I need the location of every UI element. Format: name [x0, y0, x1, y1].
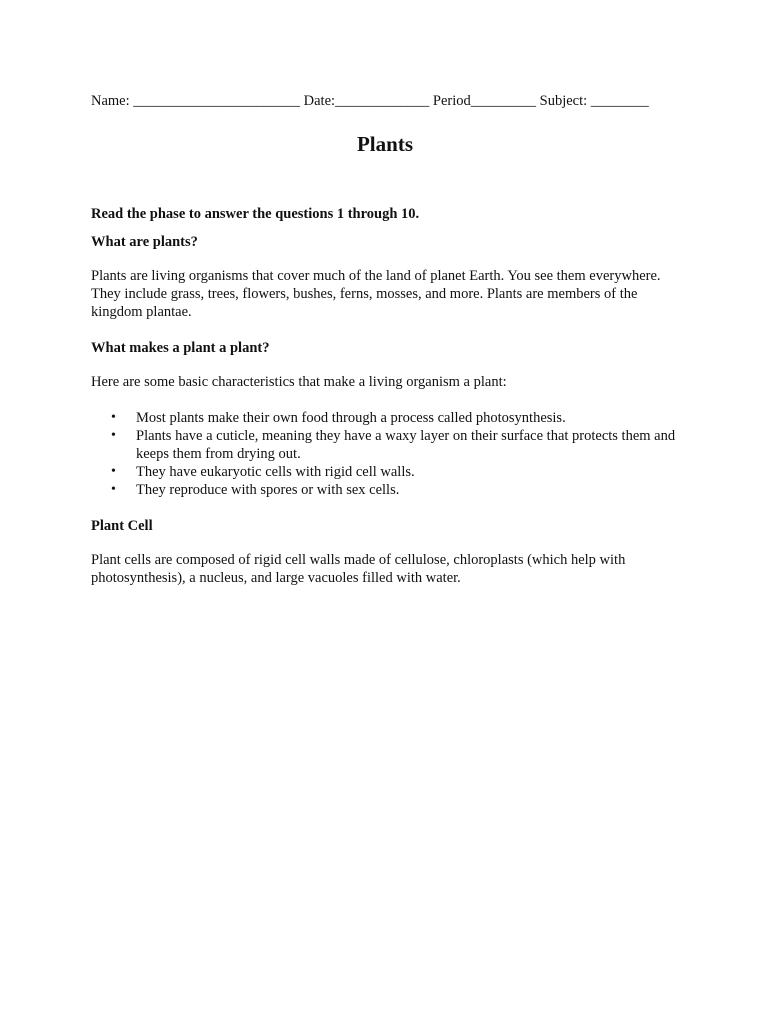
- bullet-icon: •: [111, 482, 116, 497]
- list-item: [91, 463, 681, 481]
- worksheet-content: [91, 205, 681, 605]
- bullet-icon: •: [111, 464, 116, 479]
- section-heading-what-makes: What makes a plant a plant?: [91, 340, 270, 356]
- list-item: [91, 481, 681, 499]
- paragraph-what-are-plants: Plants are living organisms that cover much of the land of planet Earth. You see them everywhere. They include grass, trees, flowers, bushes, ferns, mosses, and more. Plants are members of the kingdom plantae.: [91, 268, 661, 320]
- list-item: [91, 409, 681, 427]
- section-heading-what-are-plants: What are plants?: [91, 234, 198, 250]
- student-info-line: Name: _______________________ Date:_____________ Period_________ Subject: ________: [91, 93, 649, 109]
- section-heading-plant-cell: Plant Cell: [91, 518, 153, 534]
- list-item-text: Most plants make their own food through a process called photosynthesis.: [136, 410, 566, 426]
- characteristics-list: [91, 409, 681, 499]
- bullet-icon: •: [111, 410, 116, 425]
- list-item-text: Plants have a cuticle, meaning they have a waxy layer on their surface that protects them and keeps them from drying out.: [136, 428, 676, 462]
- list-item: [91, 427, 681, 463]
- list-item-text: They have eukaryotic cells with rigid cell walls.: [136, 464, 415, 480]
- list-item-text: They reproduce with spores or with sex cells.: [136, 482, 400, 498]
- page-title: Plants: [356, 132, 413, 156]
- paragraph-characteristics-intro: Here are some basic characteristics that make a living organism a plant:: [91, 374, 507, 390]
- paragraph-plant-cell: Plant cells are composed of rigid cell walls made of cellulose, chloroplasts (which help with photosynthesis), a nucleus, and large vacuoles filled with water.: [91, 552, 626, 586]
- instructions: Read the phase to answer the questions 1 through 10.: [91, 206, 420, 222]
- bullet-icon: •: [111, 428, 116, 443]
